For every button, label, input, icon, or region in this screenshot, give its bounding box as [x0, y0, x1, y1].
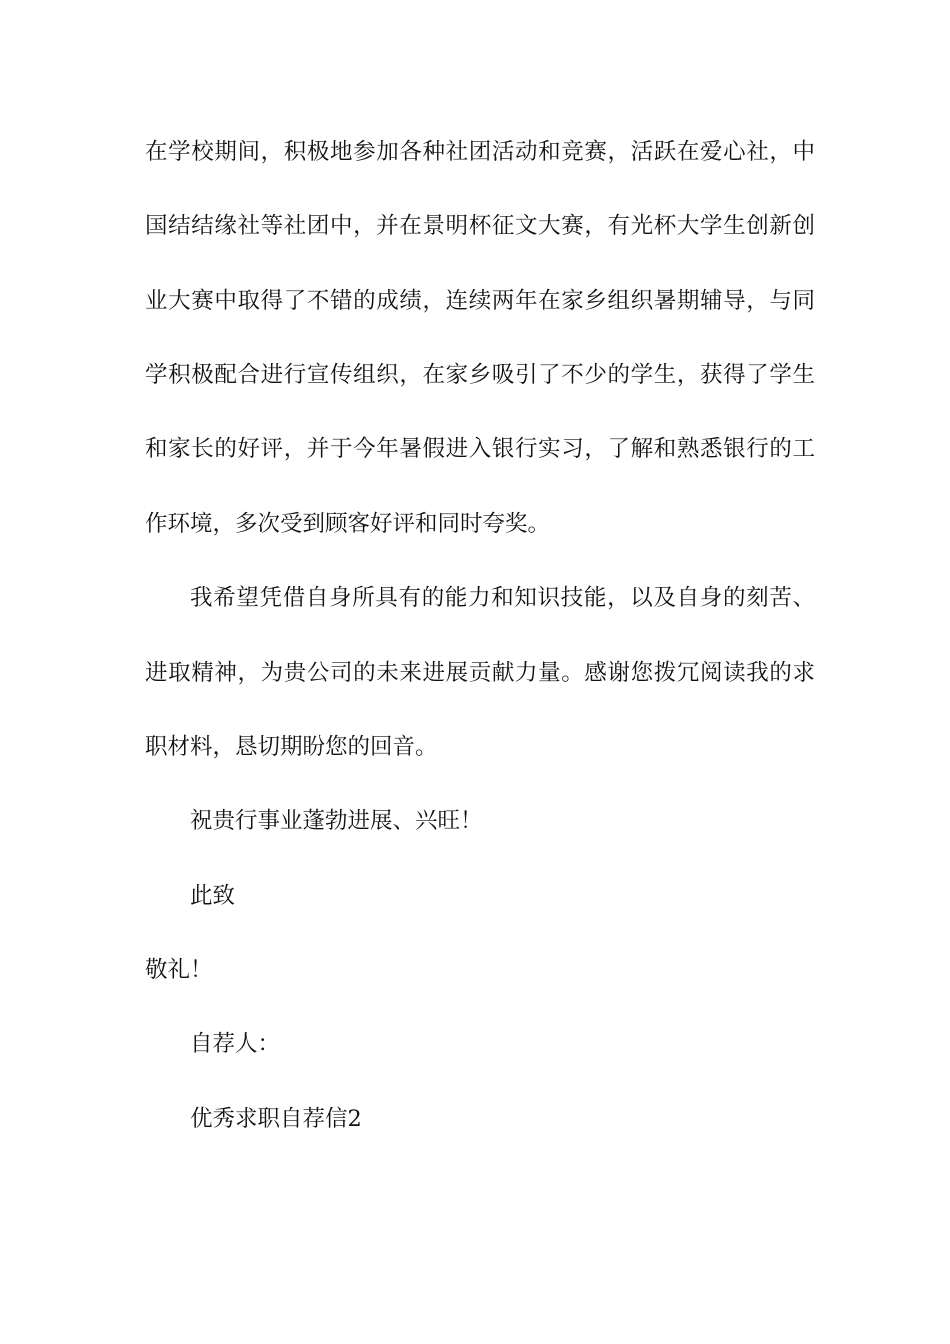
closing-jingli: 敬礼！	[145, 957, 213, 983]
paragraph-1-line-3: 业大赛中取得了不错的成绩，连续两年在家乡组织暑期辅导，与同	[145, 288, 815, 314]
next-letter-heading: 优秀求职自荐信2	[190, 1106, 362, 1132]
closing-cizhi: 此致	[190, 883, 236, 909]
paragraph-1-line-2: 国结结缘社等社团中，并在景明杯征文大赛，有光杯大学生创新创	[145, 213, 815, 239]
paragraph-1-line-5: 和家长的好评，并于今年暑假进入银行实习，了解和熟悉银行的工	[145, 436, 815, 462]
wish-line: 祝贵行事业蓬勃进展、兴旺！	[190, 808, 483, 834]
paragraph-1-line-4: 学积极配合进行宣传组织，在家乡吸引了不少的学生，获得了学生	[145, 362, 815, 388]
paragraph-2-line-3: 职材料，恳切期盼您的回音。	[145, 734, 438, 760]
paragraph-1-line-1: 在学校期间，积极地参加各种社团活动和竞赛，活跃在爱心社，中	[145, 139, 815, 165]
paragraph-2-line-2: 进取精神，为贵公司的未来进展贡献力量。感谢您拨冗阅读我的求	[145, 660, 815, 686]
paragraph-1-line-6: 作环境，多次受到顾客好评和同时夸奖。	[145, 511, 551, 537]
signature-label: 自荐人：	[190, 1031, 281, 1057]
paragraph-2-line-1: 我希望凭借自身所具有的能力和知识技能，以及自身的刻苦、	[190, 585, 815, 611]
